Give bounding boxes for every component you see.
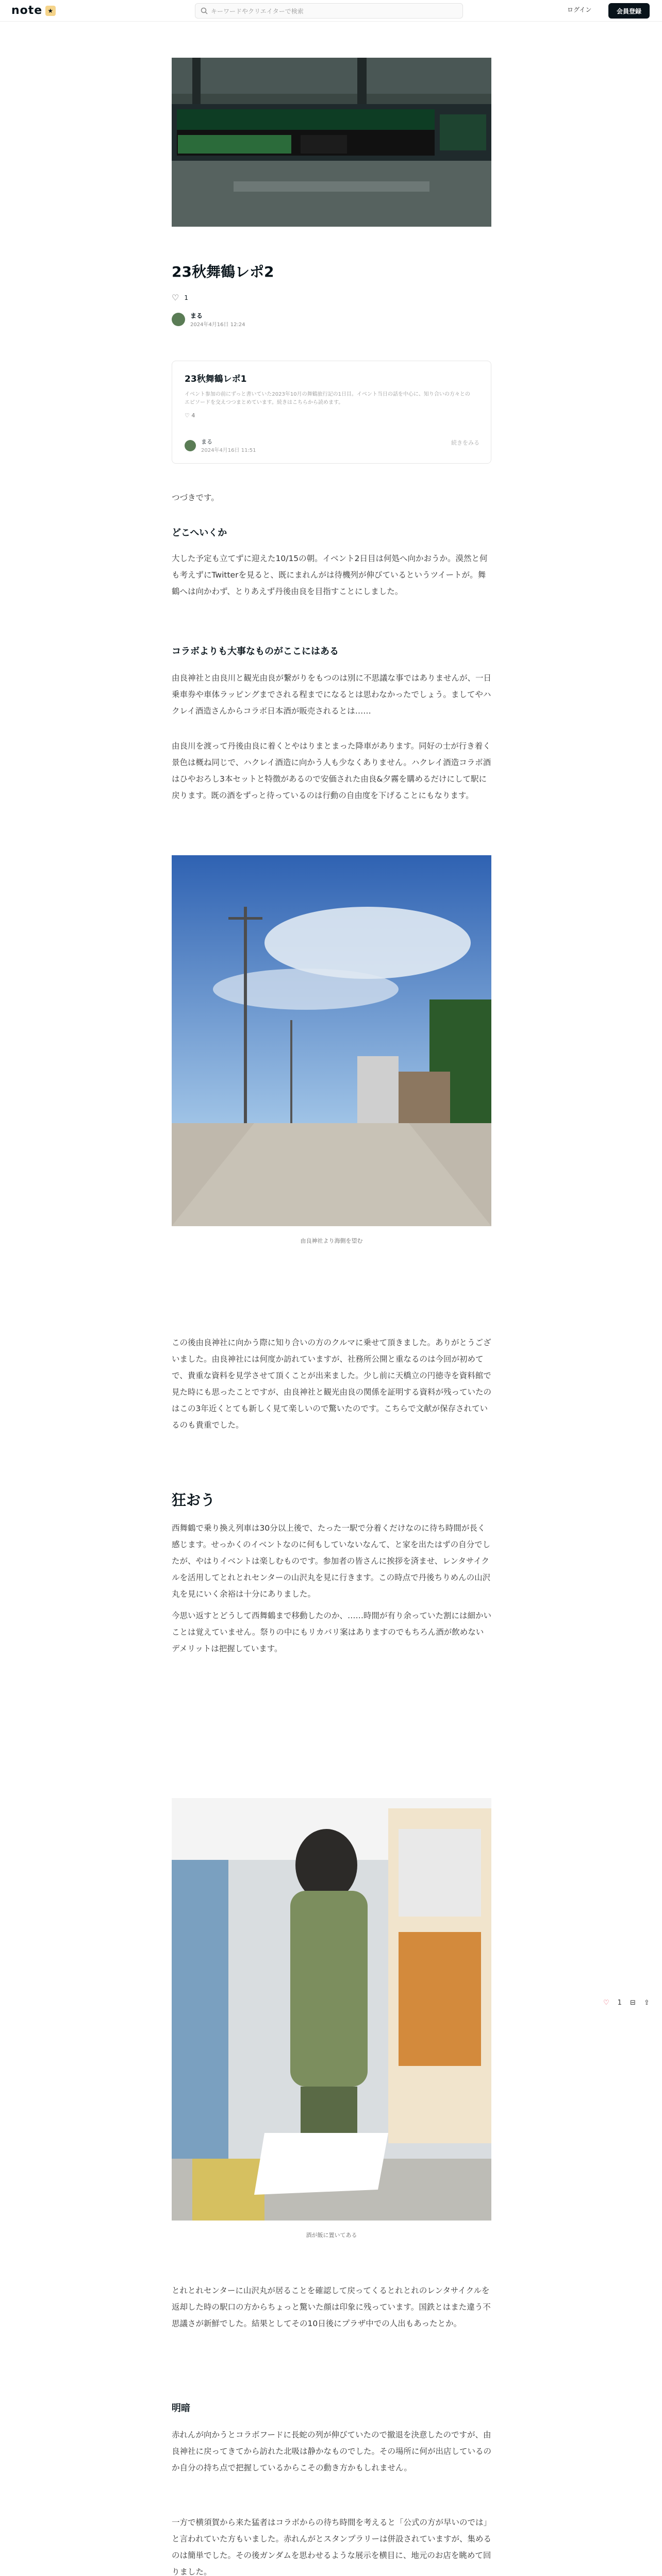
- floating-like-count: 1: [617, 1999, 622, 2007]
- photo-character-standee: [172, 1798, 491, 2221]
- photo-caption: 酒が飯に置いてある: [306, 2232, 357, 2239]
- departure-board-illustration: [172, 58, 491, 227]
- logo-text: note: [11, 4, 43, 17]
- floating-heart-icon[interactable]: ♡: [603, 1999, 609, 2007]
- section-heading: コラボよりも大事なものがここにはある: [172, 646, 339, 657]
- photo-road-to-sea: [172, 855, 491, 1226]
- bookmark-icon[interactable]: ⊟: [630, 1999, 636, 2007]
- login-link[interactable]: ログイン: [567, 6, 592, 13]
- paragraph: 今思い返すとどうして西舞鶴まで移動したのか、……時間が有り余っていた割には細かいことは覚えていません。祭りの中にもリカバリ案はありますのでもちろん酒が飲めないデメリットは把握しています。: [172, 1611, 492, 1653]
- photo-caption: 由良神社より海側を望む: [300, 1238, 363, 1244]
- paragraph: この後由良神社に向かう際に知り合いの方のクルマに乗せて頂きました。ありがとうございました。由良神社には何度か訪れていますが、社務所公開と重なるのは今回が初めてで、貴重な資料を見学させて頂くことが出来ました。少し前に天橋立の円徳寺を資料館で見た時にも思ったことですが、由良神社と観光由良の関係を証明する資料が残っていたのはこの3年近くとても新しく見て楽しいので驚いたのです。こちらで文献が保存されているのも貴重でした。: [172, 1338, 492, 1430]
- embed-author: [185, 437, 256, 453]
- search-input[interactable]: [195, 3, 463, 19]
- paragraph: 由良神社と由良川と観光由良が繋がりをもつのは別に不思議な事ではありませんが、一日乗車券や車体ラッピングまでされる程までになるとは思わなかったでしょう。ましてやハクレイ酒造さんからコラボ日本酒が販売されるとは……: [172, 673, 492, 716]
- embed-read-more-link[interactable]: 続きをみる: [451, 439, 479, 446]
- paragraph: とれとれセンターに山沢丸が居ることを確認して戻ってくるとれとれのレンタサイクルを返却した時の駅口の方からちょっと驚いた顔は印象に残っています。国鉄とはまた違う不思議さが新鮮でした。結果としてその10日後にプラザ中での人出もあったとか。: [172, 2286, 491, 2328]
- paragraph: 大した予定も立てずに迎えた10/15の朝。イベント2日目は何処へ向かおうか。漠然と何も考えずにTwitterを見ると、既にまれんがは待機列が伸びているというツイートが。舞鶴へは向かわず、とりあえず丹後由良を目指すことにしました。: [172, 554, 488, 596]
- section-heading: どこへいくか: [172, 528, 227, 538]
- embed-heart-icon: ♡: [185, 412, 192, 419]
- publish-date: 2024年4月16日 12:24: [190, 322, 245, 328]
- embed-title[interactable]: 23秋舞鶴レポ1: [185, 374, 247, 384]
- section-heading: 明暗: [172, 2403, 190, 2414]
- paragraph: 一方で横須賀から来た猛者はコラボからの待ち時間を考えると「公式の方が早いのでは」と言われていた方もいました。赤れんがとスタンプラリーは併設されていますが、集めるのは簡単でした。その後ガンダムを思わせるような展示を横目に、地元のお店を眺めて回りました。: [172, 2518, 492, 2576]
- paragraph: 西舞鶴で乗り換え列車は30分以上後で、たった一駅で分着くだけなのに待ち時間が長く感じます。せっかくのイベントなのに何もしていないなんて、と家を出たはずの自分でしたが、やはりイベントは楽しむものです。参加者の皆さんに挨拶を済ませ、レンタサイクルを活用してとれとれセンターの山沢丸を見に行きます。この時点で丹後ちりめんの山沢丸を見にいく余裕は十分にありました。: [172, 1523, 491, 1599]
- author-info[interactable]: [172, 311, 245, 328]
- article-title: 23秋舞鶴レポ2: [172, 263, 274, 280]
- embedded-article-card[interactable]: [172, 361, 491, 464]
- embed-like: [185, 412, 478, 419]
- embed-date: 2024年4月16日 11:51: [201, 448, 256, 453]
- embed-like-count: 4: [191, 412, 195, 419]
- hero-image-departure-board: [172, 58, 491, 227]
- embed-excerpt: イベント参加の前にずっと書いていた2023年10月の舞鶴旅行記の1日目。イベント当日の話を中心に、知り合いの方々とのエピソードを交えつつまとめています。続きはこちらから読めます。: [185, 392, 470, 405]
- search-placeholder: キーワードやクリエイターで検索: [211, 7, 304, 15]
- like-count: 1: [184, 294, 188, 301]
- author-avatar[interactable]: [172, 313, 185, 326]
- section-heading-large: 狂おう: [172, 1492, 216, 1509]
- signup-button[interactable]: 会員登録: [608, 3, 650, 19]
- share-icon[interactable]: ⇪: [643, 1999, 650, 2007]
- author-name[interactable]: まる: [190, 312, 203, 319]
- floating-action-bar: [603, 1999, 650, 2007]
- note-logo[interactable]: [11, 4, 56, 17]
- like-heart-icon[interactable]: ♡: [172, 293, 179, 302]
- embed-author-avatar: [185, 440, 196, 451]
- paragraph: 赤れんが向かうとコラボフードに長蛇の列が伸びていたので撤退を決意したのですが、由良神社に戻ってきてから訪れた北吸は静かなものでした。その場所に何が出店しているのか自分の持ち点で把握しているからこその動き方かもしれません。: [172, 2430, 492, 2472]
- embed-author-name: まる: [201, 438, 212, 445]
- like-area: [172, 293, 188, 302]
- top-navigation-bar: [0, 0, 662, 22]
- paragraph: つづきです。: [172, 493, 219, 502]
- search-icon: [201, 7, 208, 14]
- paragraph: 由良川を渡って丹後由良に着くとやはりまとまった降車があります。同好の士が行き着く景色は概ね同じで、ハクレイ酒造に向かう人も少なくありません。ハクレイ酒造コラボ酒はひやおろし3本セットと特徴があるので安価された由良&夕霧を購めるだけにして駅に戻ります。既の酒をずっと待っているのは行動の自由度を下げることにもなります。: [172, 741, 491, 800]
- standee-illustration: [172, 1798, 491, 2221]
- road-sky-illustration: [172, 855, 491, 1226]
- character-badge-icon: ★: [45, 6, 56, 16]
